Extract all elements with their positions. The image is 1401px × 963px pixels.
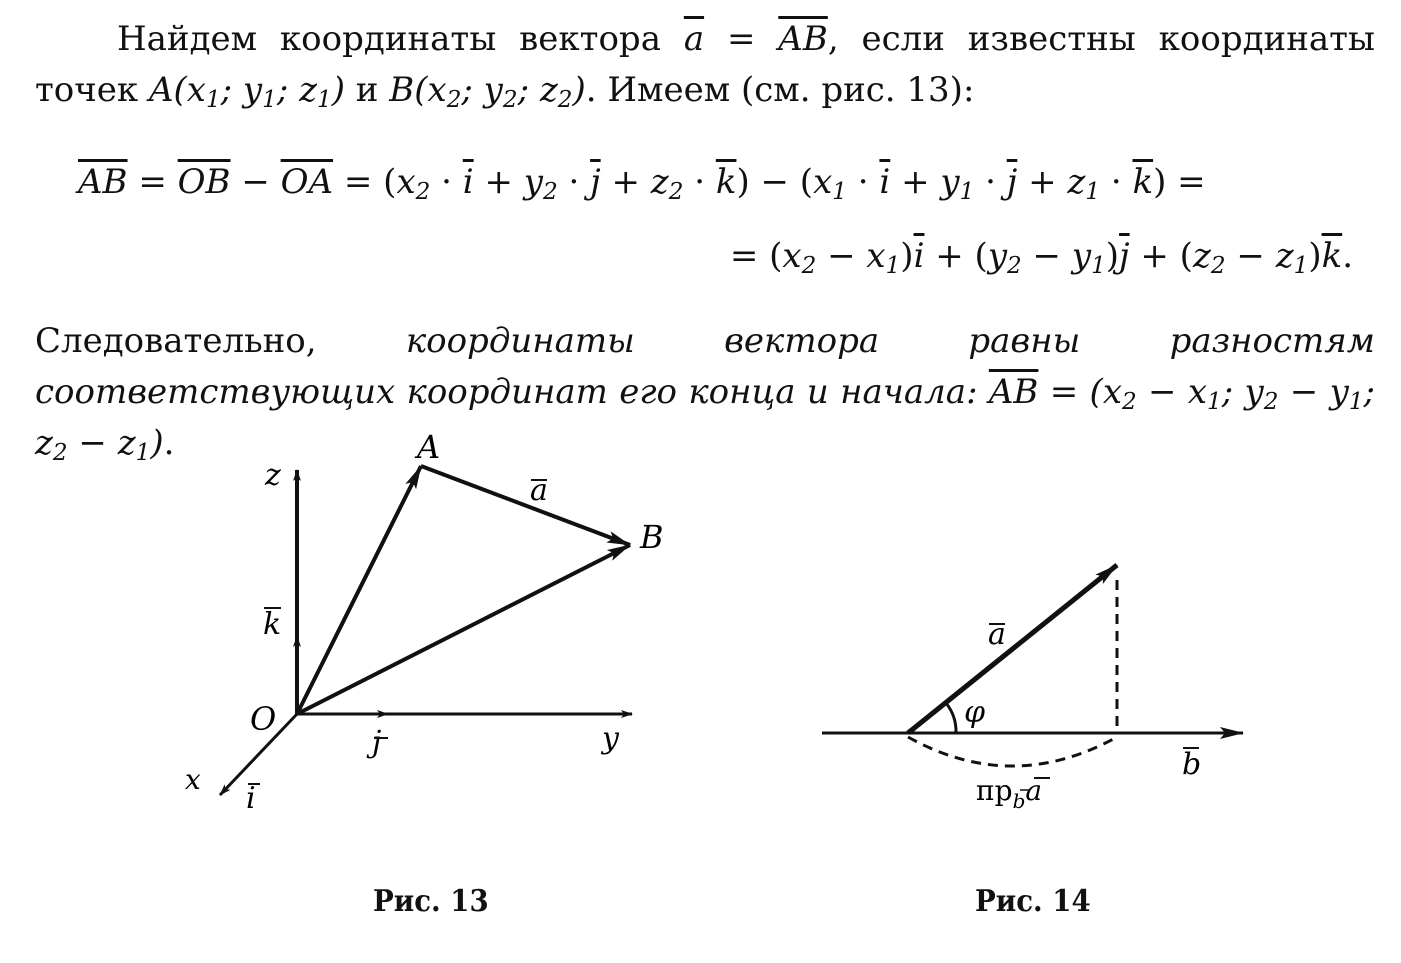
figure-13 bbox=[185, 428, 664, 816]
projection-label bbox=[976, 774, 1042, 813]
vector-a bbox=[908, 565, 1117, 733]
label-a: a bbox=[530, 473, 548, 508]
intro-text-and: и bbox=[344, 70, 390, 110]
figure-14 bbox=[822, 565, 1243, 813]
projection-sub: b bbox=[1012, 789, 1026, 813]
label-phi: φ bbox=[964, 695, 986, 730]
vector-ob bbox=[297, 545, 630, 714]
label-vector-b: b bbox=[1182, 747, 1202, 782]
label-k: k bbox=[263, 607, 282, 642]
equation-line-2: = $(x_2 - x_1)\overline{i} + (y_2 - y_1)\overline{j} + (z_2 - z_1)\overline{k}$. bbox=[729, 236, 1353, 279]
figure-14-caption: Рис. 14 bbox=[975, 884, 1091, 919]
projection-brace bbox=[908, 737, 1117, 766]
projection-prefix: пр bbox=[976, 774, 1013, 807]
label-O: O bbox=[250, 700, 277, 738]
point-b-coords: $B(x_2$; $y_2$; $z_2$) bbox=[389, 70, 586, 113]
projection-vec: a bbox=[1025, 774, 1043, 807]
vector-oa bbox=[297, 466, 421, 714]
label-A: A bbox=[417, 428, 441, 466]
coords-result-formula: $\overline{AB} = (x_2 - x_1$; $y_2 - y_1$; $z_2 - z_1$) bbox=[35, 372, 1375, 466]
conclusion-text-end: . bbox=[163, 423, 175, 463]
intro-text-start: Найдем координаты вектора bbox=[117, 19, 684, 59]
label-j: j bbox=[372, 725, 382, 760]
intro-text-middle: , если известны координаты точек bbox=[35, 19, 1375, 110]
label-y: y bbox=[602, 721, 619, 756]
conclusion-text-start: Следовательно, bbox=[35, 321, 406, 361]
vector-ab bbox=[421, 466, 630, 545]
label-z: z bbox=[265, 458, 281, 493]
figure-13-caption: Рис. 13 bbox=[373, 884, 489, 919]
label-i: i bbox=[246, 781, 256, 816]
vector-a-definition: $\overline{a} = \overline{AB}$ bbox=[683, 19, 828, 59]
label-vector-a: a bbox=[988, 617, 1006, 652]
point-a-coords: $A(x_1$; $y_1$; $z_1$) bbox=[148, 70, 345, 113]
intro-text-end: . Имеем (см. рис. 13): bbox=[585, 70, 975, 110]
label-x: x bbox=[185, 763, 201, 796]
angle-arc bbox=[946, 703, 956, 733]
equation-line-1: $\overline{AB} = \overline{OB} - \overline{OA} = (x_2 \cdot \overline{i} + y_2 \cdot \overline{j} + z_2 \cdot \overline{k}) - (x_1 \cdot \overline{i} + y_1 \cdot \overline{j} + z_1 \cdot \overline{k})$ = bbox=[78, 162, 1206, 205]
label-B: B bbox=[640, 518, 664, 556]
conclusion-italic-statement: координаты вектора равны разностям соответствующих координат его конца и начала: bbox=[35, 321, 1375, 412]
